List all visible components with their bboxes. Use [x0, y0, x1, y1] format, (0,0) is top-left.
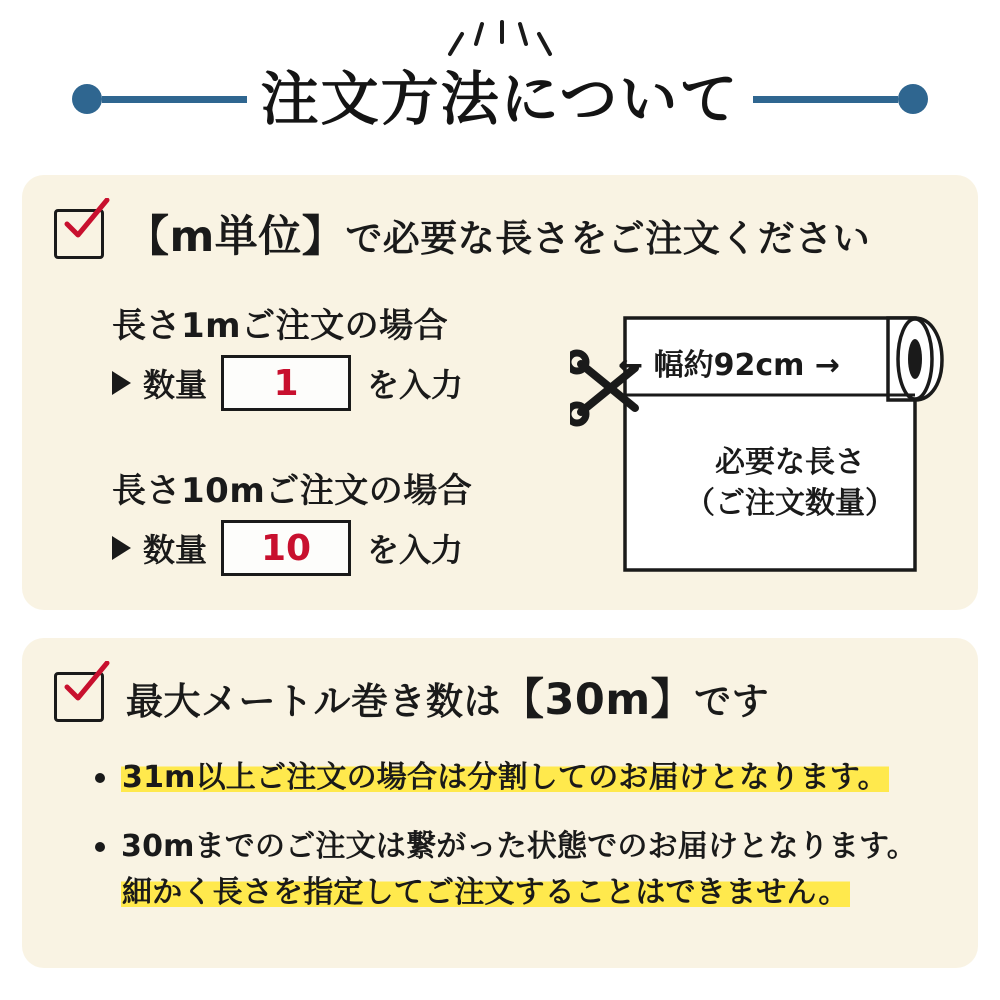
- bullet-2-text: [121, 824, 917, 917]
- qty-word-10m: 数量: [143, 531, 208, 569]
- page-header: [0, 0, 1000, 160]
- decor-rule-left: [102, 96, 247, 103]
- triangle-right-icon: [112, 371, 131, 395]
- roll-length-line2: （ご注文数量）: [685, 485, 895, 521]
- qty-input-1m[interactable]: 1: [221, 355, 351, 411]
- max-heading-post: です: [694, 680, 770, 723]
- checked-checkbox-icon: [54, 672, 104, 722]
- bullet-2-highlight: 細かく長さを指定してご注文することはできません。: [122, 875, 849, 910]
- roll-width-label: ← 幅約92cm →: [618, 348, 840, 383]
- order-example-1m: [112, 298, 463, 411]
- roll-length-line1: 必要な長さ: [715, 445, 865, 480]
- unit-heading-bracket: 【m単位】: [126, 212, 346, 262]
- bullet-2-plain: 30mまでのご注文は繋がった状態でのお届けとなります。: [121, 828, 918, 864]
- bullet-dot-icon: [95, 842, 105, 852]
- order-example-1m-row: [112, 355, 463, 411]
- order-example-1m-label: 長さ1mご注文の場合: [112, 306, 449, 346]
- bullet-dot-icon: [95, 773, 105, 783]
- max-heading-text: [126, 666, 769, 727]
- max-length-bullets: [95, 755, 945, 939]
- sparkle-lines-icon: [440, 20, 560, 70]
- unit-heading-rest: で必要な長さをご注文ください: [345, 217, 871, 260]
- bullet-1-highlight: 31m以上ご注文の場合は分割してのお届けとなります。: [122, 760, 888, 795]
- roll-length-label: [660, 443, 920, 524]
- order-example-10m-label: 長さ10mご注文の場合: [112, 471, 473, 511]
- max-heading-pre: 最大メートル巻き数は: [126, 680, 501, 723]
- bullet-1-text: [121, 755, 889, 802]
- qty-word-1m: 数量: [143, 366, 208, 404]
- max-length-heading: [22, 638, 978, 727]
- list-item: [95, 824, 945, 917]
- order-example-10m-row: [112, 520, 472, 576]
- max-length-content: [22, 638, 978, 727]
- max-heading-bracket: 【30m】: [501, 675, 695, 725]
- unit-heading-text: [126, 203, 870, 264]
- qty-input-10m[interactable]: 10: [221, 520, 351, 576]
- triangle-right-icon: [112, 536, 131, 560]
- qty-after-10m: を入力: [367, 531, 464, 569]
- page-title: 注文方法について: [260, 65, 740, 133]
- list-item: [95, 755, 945, 802]
- decor-dot-left: [72, 84, 102, 114]
- checked-checkbox-icon: [54, 209, 104, 259]
- qty-after-1m: を入力: [367, 366, 464, 404]
- title-row: [0, 65, 1000, 133]
- decor-dot-right: [898, 84, 928, 114]
- decor-rule-right: [753, 96, 898, 103]
- unit-order-heading: [22, 175, 978, 264]
- order-example-10m: [112, 463, 472, 576]
- unit-order-content: [22, 175, 978, 264]
